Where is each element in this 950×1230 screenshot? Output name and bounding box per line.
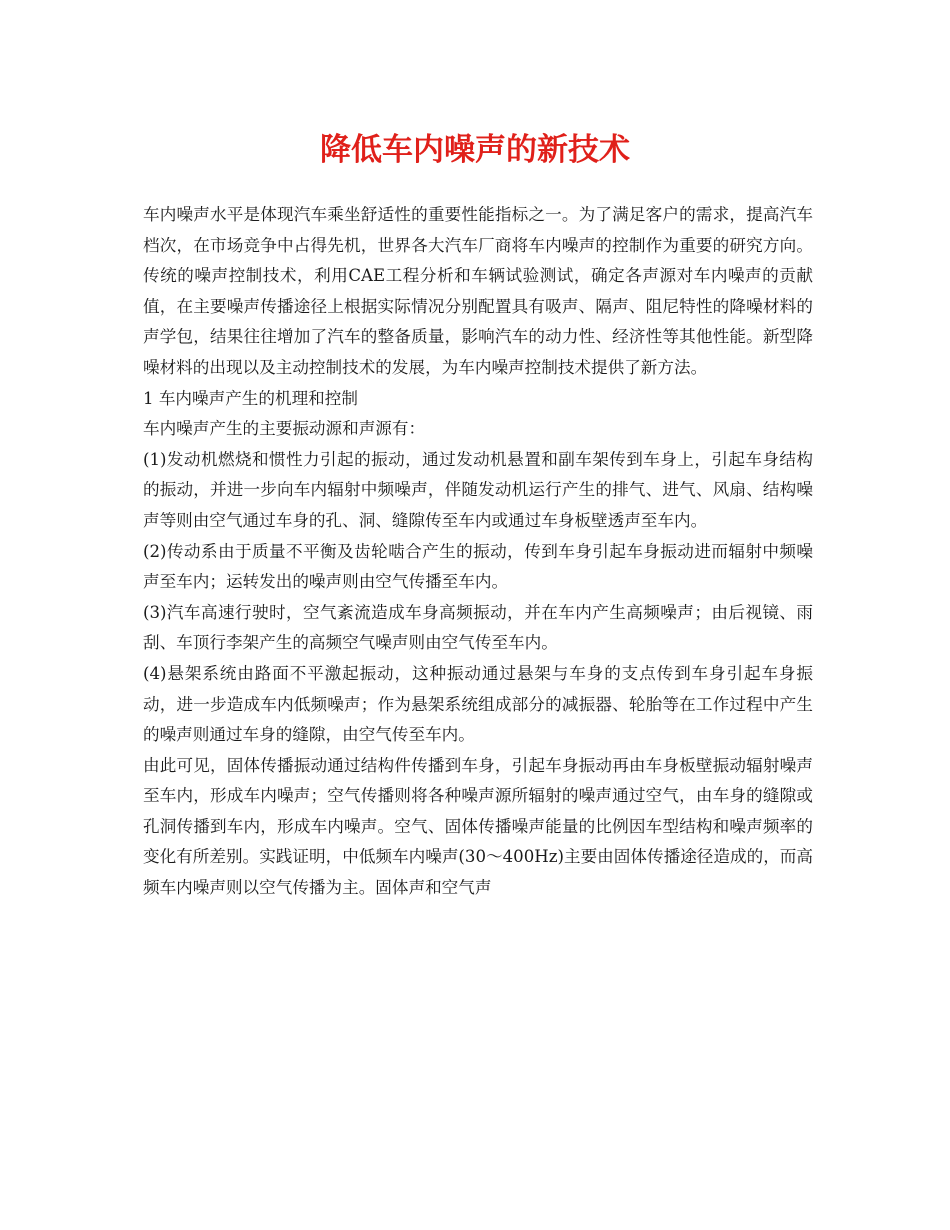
paragraph-conclusion: 由此可见，固体传播振动通过结构件传播到车身，引起车身振动再由车身板壁振动辐射噪声至车内，形成车内噪声；空气传播则将各种噪声源所辐射的噪声通过空气，由车身的缝隙或孔洞传播到车内，形成车内噪声。空气、固体传播噪声能量的比例因车型结构和噪声频率的变化有所差别。实践证明，中低频车内噪声(30～400Hz)主要由固体传播途径造成的，而高频车内噪声则以空气传播为主。固体声和空气声 — [143, 755, 813, 898]
paragraph-intro: 车内噪声水平是体现汽车乘坐舒适性的重要性能指标之一。为了满足客户的需求，提高汽车档次，在市场竞争中占得先机，世界各大汽车厂商将车内噪声的控制作为重要的研究方向。传统的噪声控制技术，利用CAE工程分析和车辆试验测试，确定各声源对车内噪声的贡献值，在主要噪声传播途径上根据实际情况分别配置具有吸声、隔声、阻尼特性的降噪材料的声学包，结果往往增加了汽车的整备质量，影响汽车的动力性、经济性等其他性能。新型降噪材料的出现以及主动控制技术的发展，为车内噪声控制技术提供了新方法。 — [143, 205, 813, 377]
paragraph-sources-intro: 车内噪声产生的主要振动源和声源有： — [143, 419, 426, 439]
paragraph-item-3: (3)汽车高速行驶时，空气紊流造成车身高频振动，并在车内产生高频噪声；由后视镜、雨刮、车顶行李架产生的高频空气噪声则由空气传至车内。 — [143, 602, 813, 653]
paragraph-item-2: (2)传动系由于质量不平衡及齿轮啮合产生的振动，传到车身引起车身振动进而辐射中频噪声至车内；运转发出的噪声则由空气传播至车内。 — [143, 541, 813, 592]
section-heading: 1 车内噪声产生的机理和控制 — [143, 388, 358, 408]
document-title: 降低车内噪声的新技术 — [320, 132, 630, 168]
paragraph-item-1: (1)发动机燃烧和惯性力引起的振动，通过发动机悬置和副车架传到车身上，引起车身结构的振动，并进一步向车内辐射中频噪声，伴随发动机运行产生的排气、进气、风扇、结构噪声等则由空气通过车身的孔、洞、缝隙传至车内或通过车身板壁透声至车内。 — [143, 449, 813, 530]
paragraph-item-4: (4)悬架系统由路面不平激起振动，这种振动通过悬架与车身的支点传到车身引起车身振动，进一步造成车内低频噪声；作为悬架系统组成部分的减振器、轮胎等在工作过程中产生的噪声则通过车身的缝隙，由空气传至车内。 — [143, 663, 813, 745]
document-body — [143, 200, 813, 904]
